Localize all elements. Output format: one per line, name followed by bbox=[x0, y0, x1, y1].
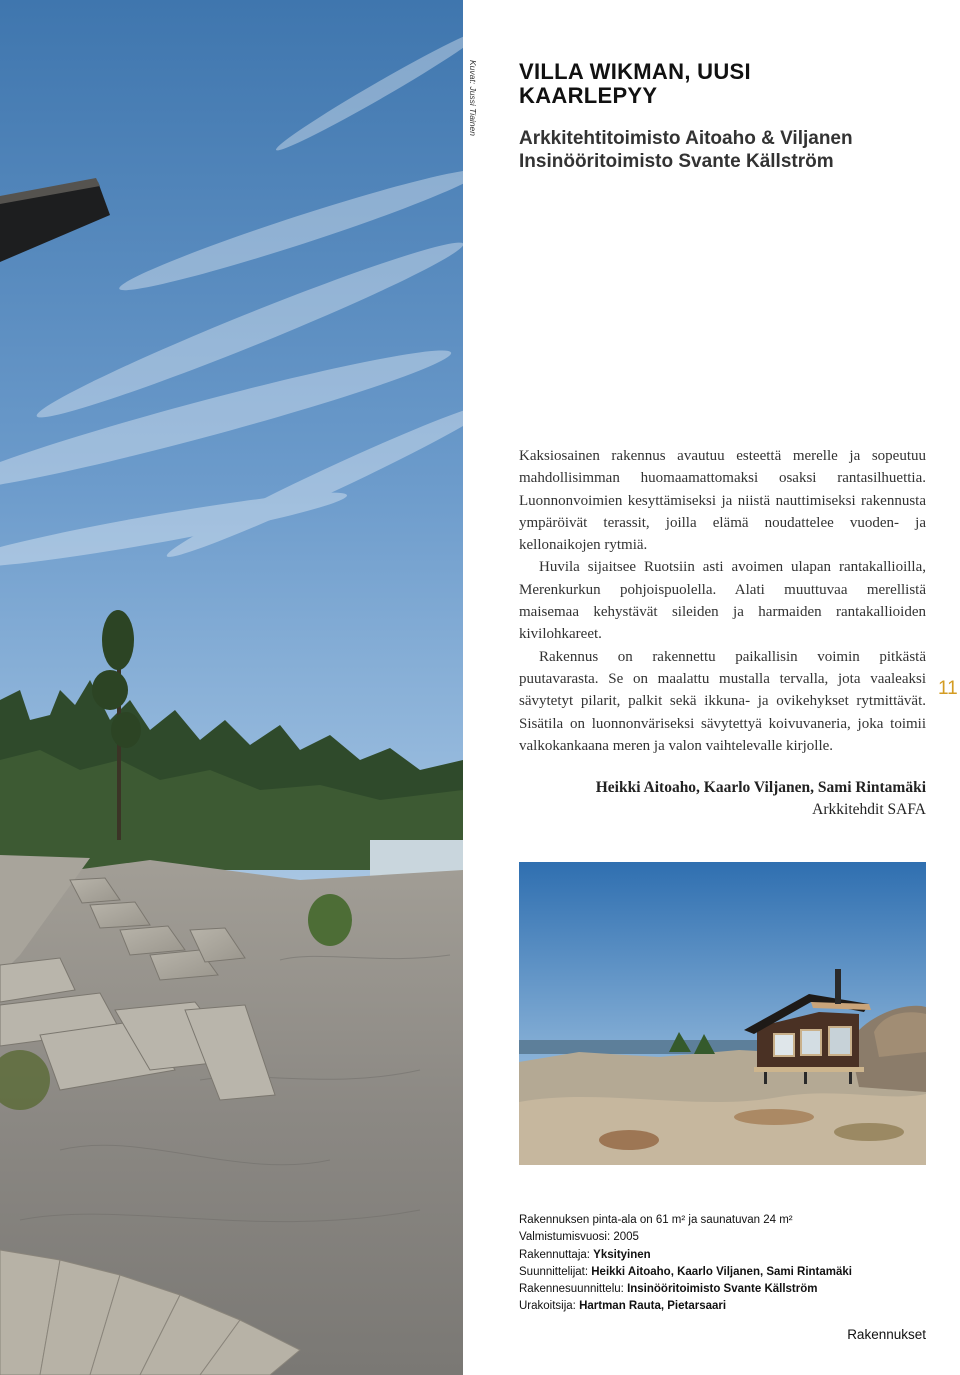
page-number: 11 bbox=[938, 678, 958, 699]
subtitle-line: Arkkitehtitoimisto Aitoaho & Viljanen bbox=[519, 128, 853, 149]
fact-value: Insinööritoimisto Svante Källström bbox=[627, 1283, 818, 1296]
authors-block bbox=[519, 777, 926, 821]
fact-label: Rakennesuunnittelu: bbox=[519, 1283, 628, 1296]
subtitle-line: Insinööritoimisto Svante Källström bbox=[519, 151, 834, 172]
body-paragraph: Huvila sijaitsee Ruotsiin asti avoimen ulapan rantakallioilla, Merenkurkun pohjoispuolella. Alati muuttuvaa merellistä maisemaa kehystävät sileiden ja harmaiden rantakallioiden kivilohkareet. bbox=[519, 559, 926, 643]
fact-structural bbox=[519, 1281, 929, 1298]
fact-contractor bbox=[519, 1298, 929, 1315]
article-body bbox=[519, 445, 926, 757]
author-role: Arkkitehdit SAFA bbox=[812, 801, 926, 818]
body-paragraph: Kaksiosainen rakennus avautuu esteettä merelle ja sopeutuu mahdollisimman huomaamattomaksi osaksi rantasilhuettia. Luonnonvoimien kesyttämiseksi ja niistä nauttimiseksi rakennusta ympäröivät terassit, joilla elämä noudattelee vuoden- ja kellonaikojen rytmiä. bbox=[519, 448, 926, 554]
fact-label: Suunnittelijat: bbox=[519, 1265, 592, 1278]
body-paragraph: Rakennus on rakennettu paikallisin voimin pitkästä puutavarasta. Se on maalattu mustalla tervalla, jota vaaleaksi sävytetyt pilarit, palkit sekä ikkuna- ja ovikehykset rytmittävät. Sisätila on luonnonväriseksi sävytettyä koivuvaneria, joka toimii valkokankaana meren ja valon vaihtelevalle kirjolle. bbox=[519, 648, 926, 754]
section-footer: Rakennukset bbox=[847, 1327, 926, 1342]
project-facts bbox=[519, 1212, 929, 1316]
photo-credit-text: Kuvat: Jussi Tiainen bbox=[468, 60, 478, 136]
fact-value: Heikki Aitoaho, Kaarlo Viljanen, Sami Rintamäki bbox=[591, 1265, 852, 1278]
fact-label: Valmistumisvuosi: bbox=[519, 1231, 614, 1244]
house-photo bbox=[519, 862, 926, 1165]
title-line: VILLA WIKMAN, UUSI bbox=[519, 59, 751, 84]
title-line: KAARLEPYY bbox=[519, 83, 658, 108]
fact-value: Hartman Rauta, Pietarsaari bbox=[579, 1300, 727, 1313]
fact-value: 2005 bbox=[613, 1231, 639, 1244]
fact-year bbox=[519, 1229, 929, 1246]
fact-label: Urakoitsija: bbox=[519, 1300, 580, 1313]
fact-designers bbox=[519, 1264, 929, 1281]
hero-photo bbox=[0, 0, 463, 1375]
fact-client bbox=[519, 1247, 929, 1264]
article-title bbox=[519, 60, 929, 108]
fact-area: Rakennuksen pinta-ala on 61 m² ja saunatuvan 24 m² bbox=[519, 1214, 793, 1226]
photo-credit bbox=[466, 60, 480, 180]
fact-value: Yksityinen bbox=[593, 1248, 651, 1261]
author-names: Heikki Aitoaho, Kaarlo Viljanen, Sami Rintamäki bbox=[595, 779, 926, 796]
fact-label: Rakennuttaja: bbox=[519, 1248, 594, 1261]
article-subtitle bbox=[519, 127, 939, 173]
